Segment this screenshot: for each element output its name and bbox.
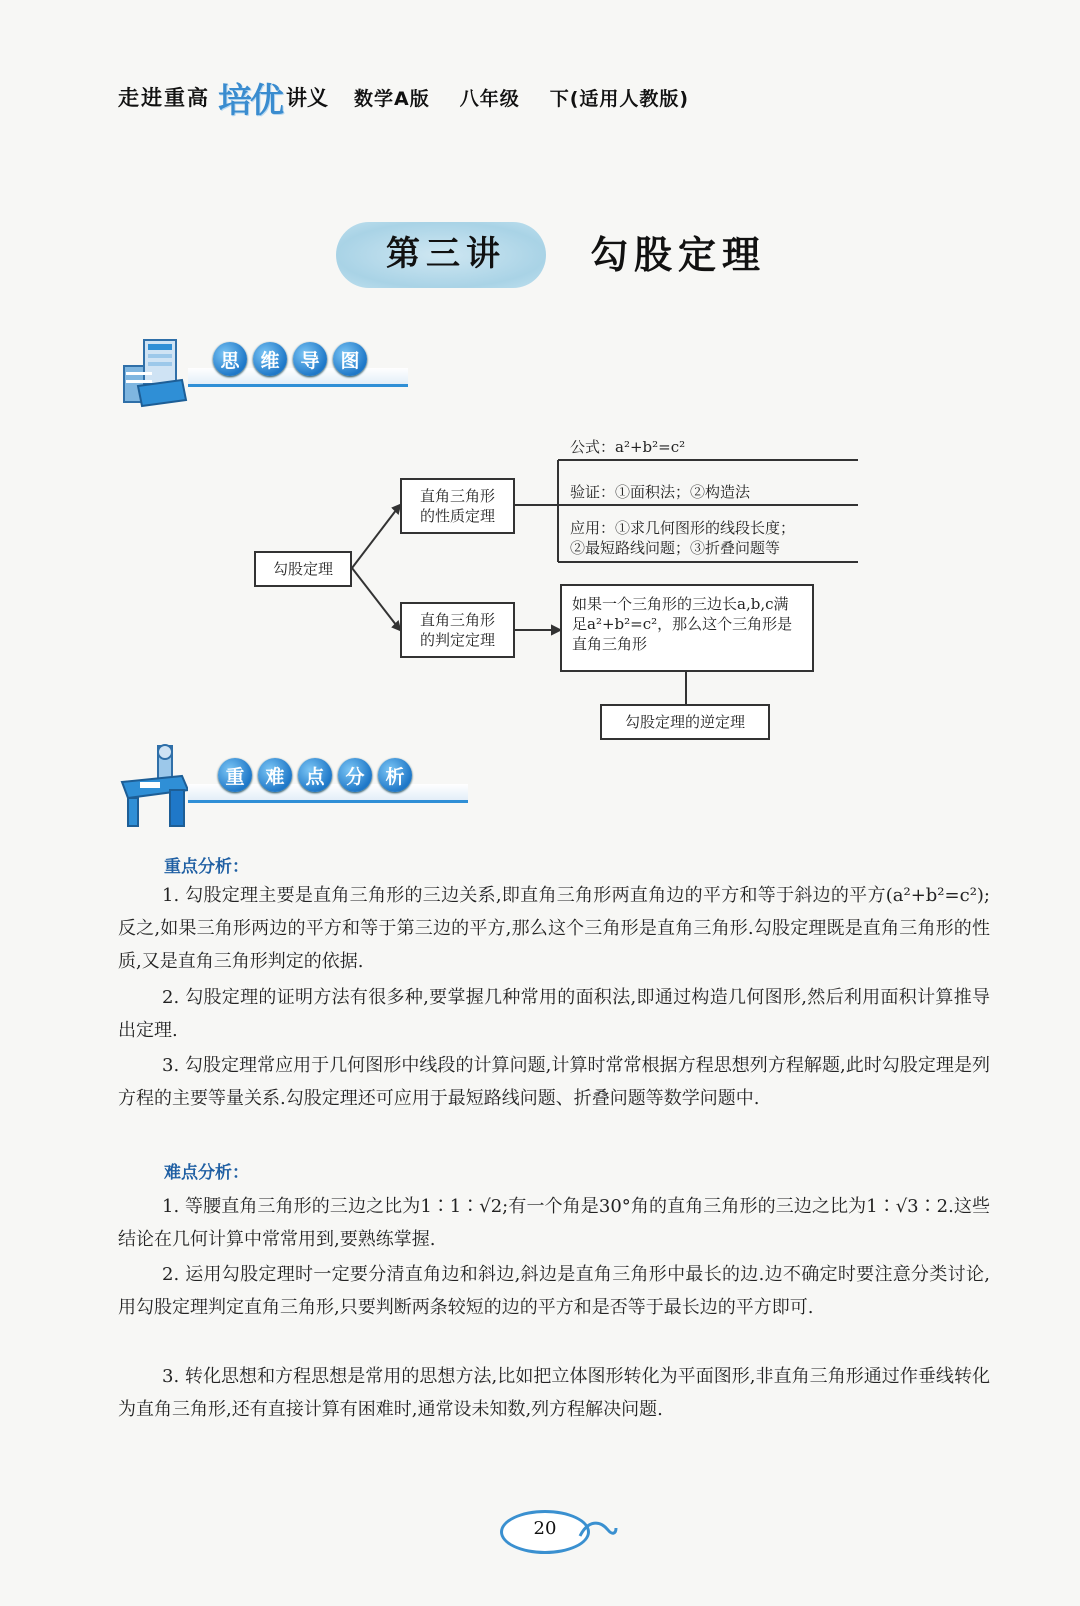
section-title-char: 导: [293, 342, 327, 376]
series-logo-suffix: 讲义: [286, 86, 328, 110]
page-number-badge: [500, 1506, 620, 1556]
judgement-content-text: 如果一个三角形的三边长a,b,c满足a²+b²=c²，那么这个三角形是直角三角形: [572, 595, 793, 653]
section-title-char: 分: [338, 758, 372, 792]
difficult-point-paragraph: 3. 转化思想和方程思想是常用的思想方法,比如把立体图形转化为平面图形,非直角三角形通过作垂线转化为直角三角形,还有直接计算有困难时,通常设未知数,列方程解决问题.: [118, 1366, 990, 1420]
difficult-points-heading: 难点分析：: [164, 1163, 249, 1183]
series-name: 走进重高: [118, 86, 210, 110]
mind-map-connectors: [0, 0, 1080, 760]
mind-map-property-node: [400, 478, 515, 534]
lecture-number: 第三讲: [386, 234, 506, 274]
volume-label: 下(适用人教版): [549, 87, 690, 110]
section-title-char: 析: [378, 758, 412, 792]
converse-theorem-box: [600, 704, 770, 740]
section-title-char: 难: [258, 758, 292, 792]
key-point-paragraph: 2. 勾股定理的证明方法有很多种,要掌握几种常用的面积法,即通过构造几何图形,然后利用面积计算推导出定理.: [118, 987, 990, 1041]
lecture-topic: 勾股定理: [590, 232, 767, 277]
key-points-heading: 重点分析：: [164, 857, 249, 877]
desk-icon: [118, 742, 192, 830]
converse-theorem-label: 勾股定理的逆定理: [624, 713, 745, 731]
grade-label: 八年级: [459, 87, 520, 110]
series-logo: 培优: [218, 80, 282, 121]
verify-label: 验证：①面积法；②构造法: [570, 483, 751, 501]
difficult-point-paragraph: 1. 等腰直角三角形的三边之比为1∶1∶√2;有一个角是30°角的直角三角形的三边之比为1∶√3∶2.这些结论在几何计算中常常用到,要熟练掌握.: [118, 1196, 990, 1250]
judgement-content-box: [560, 584, 814, 672]
analysis-section-header: [118, 752, 478, 822]
section-title-char: 维: [253, 342, 287, 376]
page-number: 20: [533, 1518, 557, 1539]
judgement-node-label: 直角三角形的判定定理: [419, 611, 495, 649]
mind-map-root-label: 勾股定理: [272, 560, 333, 578]
subject-edition: 数学A版: [354, 87, 430, 110]
apply-label-line1: 应用：①求几何图形的线段长度；: [570, 519, 796, 537]
section-title-char: 图: [333, 342, 367, 376]
apply-label-line2: ②最短路线问题；③折叠问题等: [570, 539, 781, 557]
formula-label: 公式：a²+b²=c²: [570, 438, 686, 456]
section-title-char: 重: [218, 758, 252, 792]
key-point-paragraph: 1. 勾股定理主要是直角三角形的三边关系,即直角三角形两直角边的平方和等于斜边的平方(a²+b²=c²);反之,如果三角形两边的平方和等于第三边的平方,那么这个三角形是直角三角形.勾股定理既是直角三角形的性质,又是直角三角形判定的依据.: [118, 885, 990, 972]
section-title-char: 思: [213, 342, 247, 376]
section-title-char: 点: [298, 758, 332, 792]
wave-swirl-icon: [578, 1516, 618, 1546]
section-title: [218, 758, 412, 792]
property-node-label: 直角三角形的性质定理: [419, 487, 495, 525]
mind-map-judgement-node: [400, 602, 515, 658]
mind-map-root: [254, 551, 352, 587]
difficult-point-paragraph: 2. 运用勾股定理时一定要分清直角边和斜边,斜边是直角三角形中最长的边.边不确定时要注意分类讨论,用勾股定理判定直角三角形,只要判断两条较短的边的平方和是否等于最长边的平方即可.: [118, 1264, 990, 1318]
key-point-paragraph: 3. 勾股定理常应用于几何图形中线段的计算问题,计算时常常根据方程思想列方程解题,此时勾股定理是列方程的主要等量关系.勾股定理还可应用于最短路线问题、折叠问题等数学问题中.: [118, 1055, 990, 1109]
